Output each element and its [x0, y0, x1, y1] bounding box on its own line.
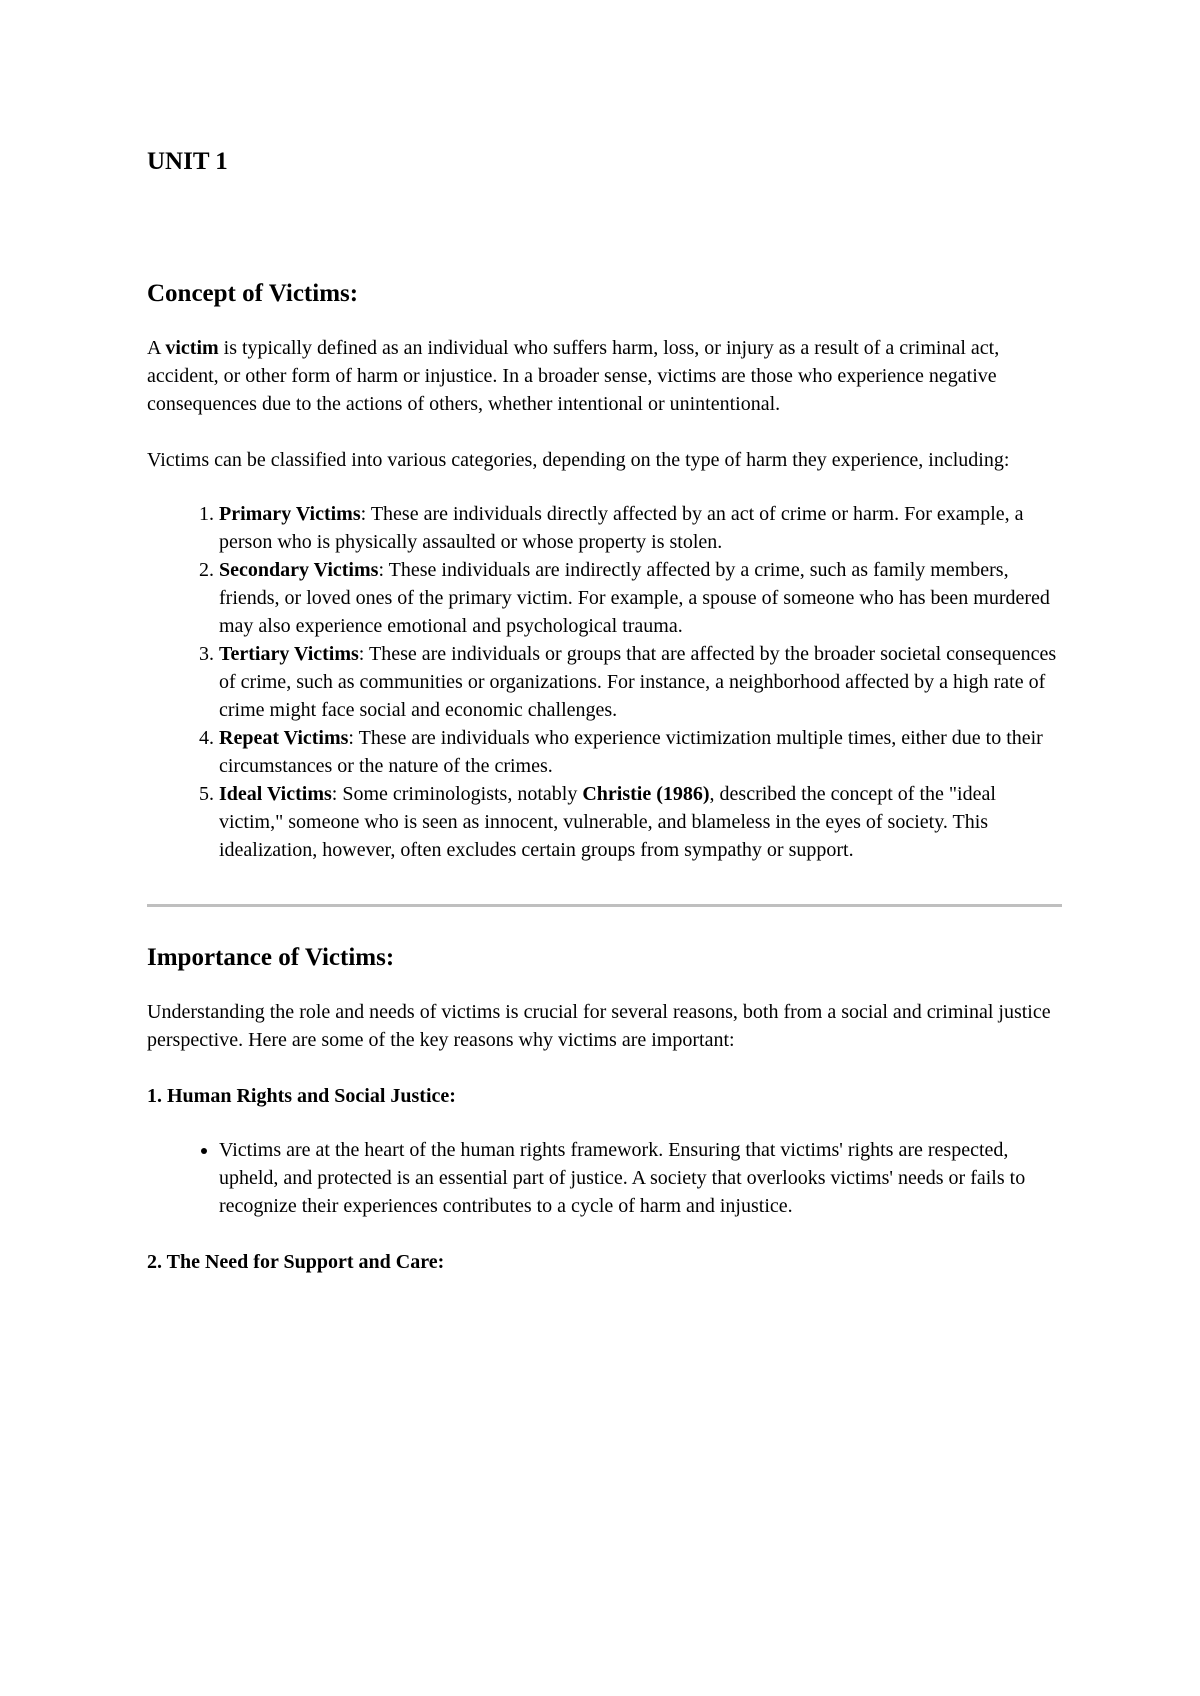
- type-term: Tertiary Victims: [219, 643, 359, 665]
- para-text-post: is typically defined as an individual who suffers harm, loss, or injury as a result of a criminal act, accident, or other form of harm or injustice. In a broader sense, victims are those who experience negative consequences due to the actions of others, whether intentional or unintentional.: [147, 337, 1000, 415]
- type-text-cont: , described the concept of the "ideal victim," someone who is seen as innocent, vulnerable, and blameless in the eyes of society. This idealization, however, often excludes certain groups from sympathy or support.: [219, 783, 996, 861]
- document-page: [147, 146, 1062, 1276]
- list-item: • Victims are at the heart of the human rights framework. Ensuring that victims' rights are respected, upheld, and protected is an essential part of justice. A society that overlooks victims' needs or fails to recognize their experiences contributes to a cycle of harm and injustice.: [219, 1136, 1062, 1220]
- human-rights-bullets: [147, 1136, 1062, 1220]
- subheading-human-rights: 1. Human Rights and Social Justice:: [147, 1085, 456, 1107]
- section-divider: [147, 904, 1062, 907]
- victim-definition-paragraph: [147, 334, 1062, 418]
- para-text-pre: A: [147, 337, 166, 359]
- importance-paragraph: Understanding the role and needs of victims is crucial for several reasons, both from a social and criminal justice perspective. Here are some of the key reasons why victims are important:: [147, 1001, 1051, 1051]
- list-item: [219, 640, 1062, 724]
- type-term: Primary Victims: [219, 503, 361, 525]
- type-text: : These are individuals directly affected by an act of crime or harm. For example, a person who is physically assaulted or whose property is stolen.: [219, 503, 1024, 553]
- type-text: : These are individuals who experience victimization multiple times, either due to their circumstances or the nature of the crimes.: [219, 727, 1043, 777]
- victim-types-list: [147, 500, 1062, 864]
- subheading-support-care: 2. The Need for Support and Care:: [147, 1251, 445, 1273]
- list-item: [219, 780, 1062, 864]
- type-term: Ideal Victims: [219, 783, 332, 805]
- list-item: [219, 724, 1062, 780]
- importance-heading: Importance of Victims:: [147, 944, 395, 971]
- victim-term: victim: [165, 337, 219, 359]
- citation: Christie (1986): [582, 783, 710, 805]
- list-item: [219, 556, 1062, 640]
- type-term: Repeat Victims: [219, 727, 349, 749]
- classification-paragraph: Victims can be classified into various categories, depending on the type of harm they experience, including:: [147, 449, 1010, 471]
- type-text: : These individuals are indirectly affected by a crime, such as family members, friends, or loved ones of the primary victim. For example, a spouse of someone who has been murdered may also experience emotional and psychological trauma.: [219, 559, 1050, 637]
- list-item: [219, 500, 1062, 556]
- concept-heading: Concept of Victims:: [147, 280, 359, 307]
- type-text: : Some criminologists, notably: [331, 783, 583, 805]
- type-term: Secondary Victims: [219, 559, 379, 581]
- type-text: : These are individuals or groups that are affected by the broader societal consequences of crime, such as communities or organizations. For instance, a neighborhood affected by a high rate of crime might face social and economic challenges.: [219, 643, 1057, 721]
- unit-title: UNIT 1: [147, 148, 228, 175]
